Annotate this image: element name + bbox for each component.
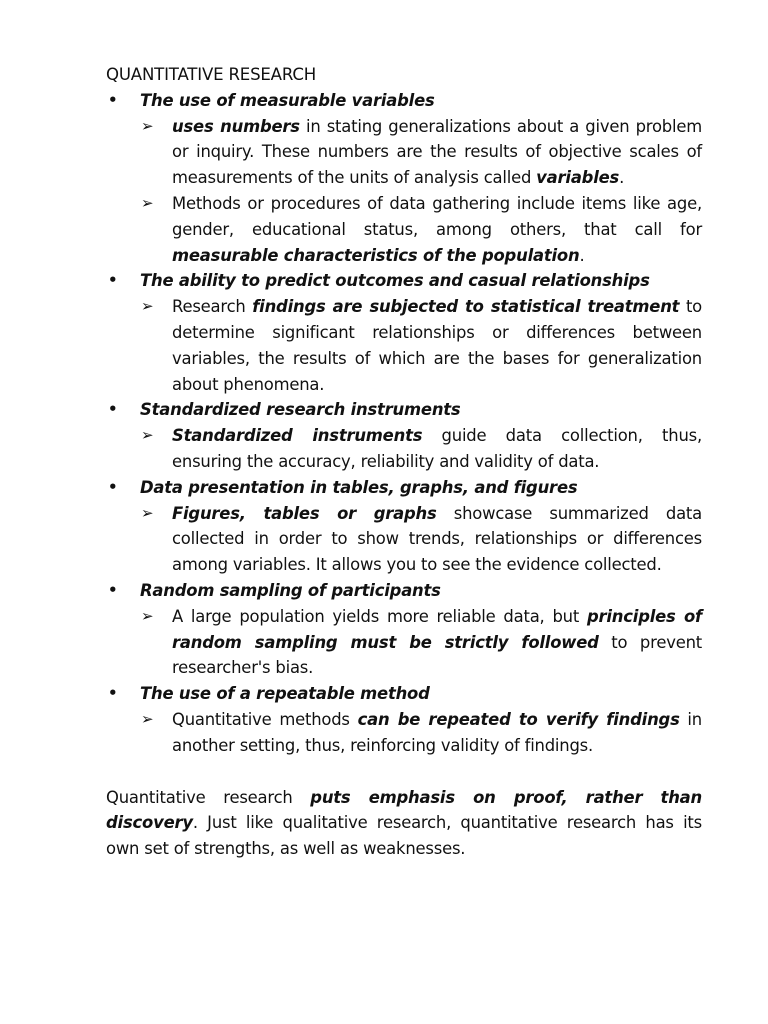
document-title: QUANTITATIVE RESEARCH bbox=[106, 65, 317, 84]
section-list bbox=[106, 88, 702, 759]
arrow-bullet-icon: ➢ bbox=[141, 709, 154, 728]
list-item bbox=[141, 604, 702, 681]
list-item bbox=[141, 707, 702, 759]
emphasized-text: measurable characteristics of the population bbox=[172, 245, 580, 265]
list-item bbox=[141, 423, 702, 475]
body-text: showcase summarized data collected in order to show trends, relationships or differences among variables. It allows you to see the evidence collected. bbox=[172, 503, 702, 575]
body-text: to prevent researcher's bias. bbox=[172, 632, 702, 678]
bullet-icon: • bbox=[108, 400, 118, 419]
section bbox=[106, 268, 702, 397]
section-heading bbox=[106, 681, 702, 707]
section-heading bbox=[106, 578, 702, 604]
emphasized-text: Figures, tables or graphs bbox=[172, 503, 437, 523]
section bbox=[106, 88, 702, 269]
section bbox=[106, 397, 702, 474]
section bbox=[106, 578, 702, 681]
arrow-bullet-icon: ➢ bbox=[141, 297, 154, 316]
section-heading bbox=[106, 88, 702, 114]
closing-paragraph bbox=[106, 785, 702, 862]
body-text: Quantitative methods bbox=[172, 709, 358, 729]
emphasized-text: findings are subjected to statistical treatment bbox=[252, 297, 680, 317]
emphasized-text: Standardized instruments bbox=[172, 426, 423, 446]
emphasized-text: puts emphasis on proof, rather than discovery bbox=[106, 787, 702, 833]
emphasized-text: variables bbox=[536, 168, 620, 188]
body-text: guide data collection, thus, ensuring the accuracy, reliability and validity of data. bbox=[172, 426, 702, 471]
body-text: . Just like qualitative research, quantitative research has its own set of strengths, as well as weaknesses. bbox=[106, 813, 702, 859]
body-text: in stating generalizations about a given problem or inquiry. These numbers are the results of objective scales of measurements of the units of analysis called bbox=[172, 116, 702, 188]
body-text: to determine significant relationships or differences between variables, the results of which are the bases for generalization about phenomena. bbox=[172, 297, 703, 394]
bullet-icon: • bbox=[108, 477, 118, 496]
body-text: A large population yields more reliable data, but bbox=[172, 606, 587, 626]
body-text: Research bbox=[172, 297, 253, 317]
list-item bbox=[141, 501, 702, 578]
section-heading bbox=[106, 475, 702, 501]
arrow-bullet-icon: ➢ bbox=[141, 193, 154, 212]
section-heading-text: The ability to predict outcomes and casual relationships bbox=[140, 271, 650, 291]
list-item bbox=[141, 191, 702, 268]
section-heading-text: The use of measurable variables bbox=[140, 90, 435, 110]
bullet-icon: • bbox=[108, 90, 118, 109]
body-text: in another setting, thus, reinforcing validity of findings. bbox=[172, 709, 702, 755]
section-heading-text: Data presentation in tables, graphs, and figures bbox=[140, 477, 578, 497]
section-heading bbox=[106, 397, 702, 423]
section-heading-text: Random sampling of participants bbox=[140, 580, 441, 600]
arrow-bullet-icon: ➢ bbox=[141, 503, 154, 522]
body-text: Methods or procedures of data gathering include items like age, gender, educational status, among others, that call for bbox=[172, 193, 702, 239]
body-text: Quantitative research bbox=[106, 787, 311, 807]
emphasized-text: can be repeated to verify findings bbox=[357, 709, 680, 729]
body-text: . bbox=[579, 245, 585, 265]
section-heading bbox=[106, 268, 702, 294]
bullet-icon: • bbox=[108, 684, 118, 703]
document-page bbox=[106, 62, 702, 878]
section-heading-text: Standardized research instruments bbox=[140, 400, 461, 420]
body-text: . bbox=[619, 168, 625, 188]
list-item bbox=[141, 294, 702, 397]
section bbox=[106, 475, 702, 578]
section-heading-text: The use of a repeatable method bbox=[140, 684, 430, 704]
arrow-bullet-icon: ➢ bbox=[141, 426, 154, 445]
arrow-bullet-icon: ➢ bbox=[141, 606, 154, 625]
emphasized-text: principles of random sampling must be strictly followed bbox=[172, 606, 702, 652]
bullet-icon: • bbox=[108, 580, 118, 599]
list-item bbox=[141, 114, 702, 191]
emphasized-text: uses numbers bbox=[172, 116, 300, 136]
arrow-bullet-icon: ➢ bbox=[141, 116, 154, 135]
bullet-icon: • bbox=[108, 271, 118, 290]
section bbox=[106, 681, 702, 758]
